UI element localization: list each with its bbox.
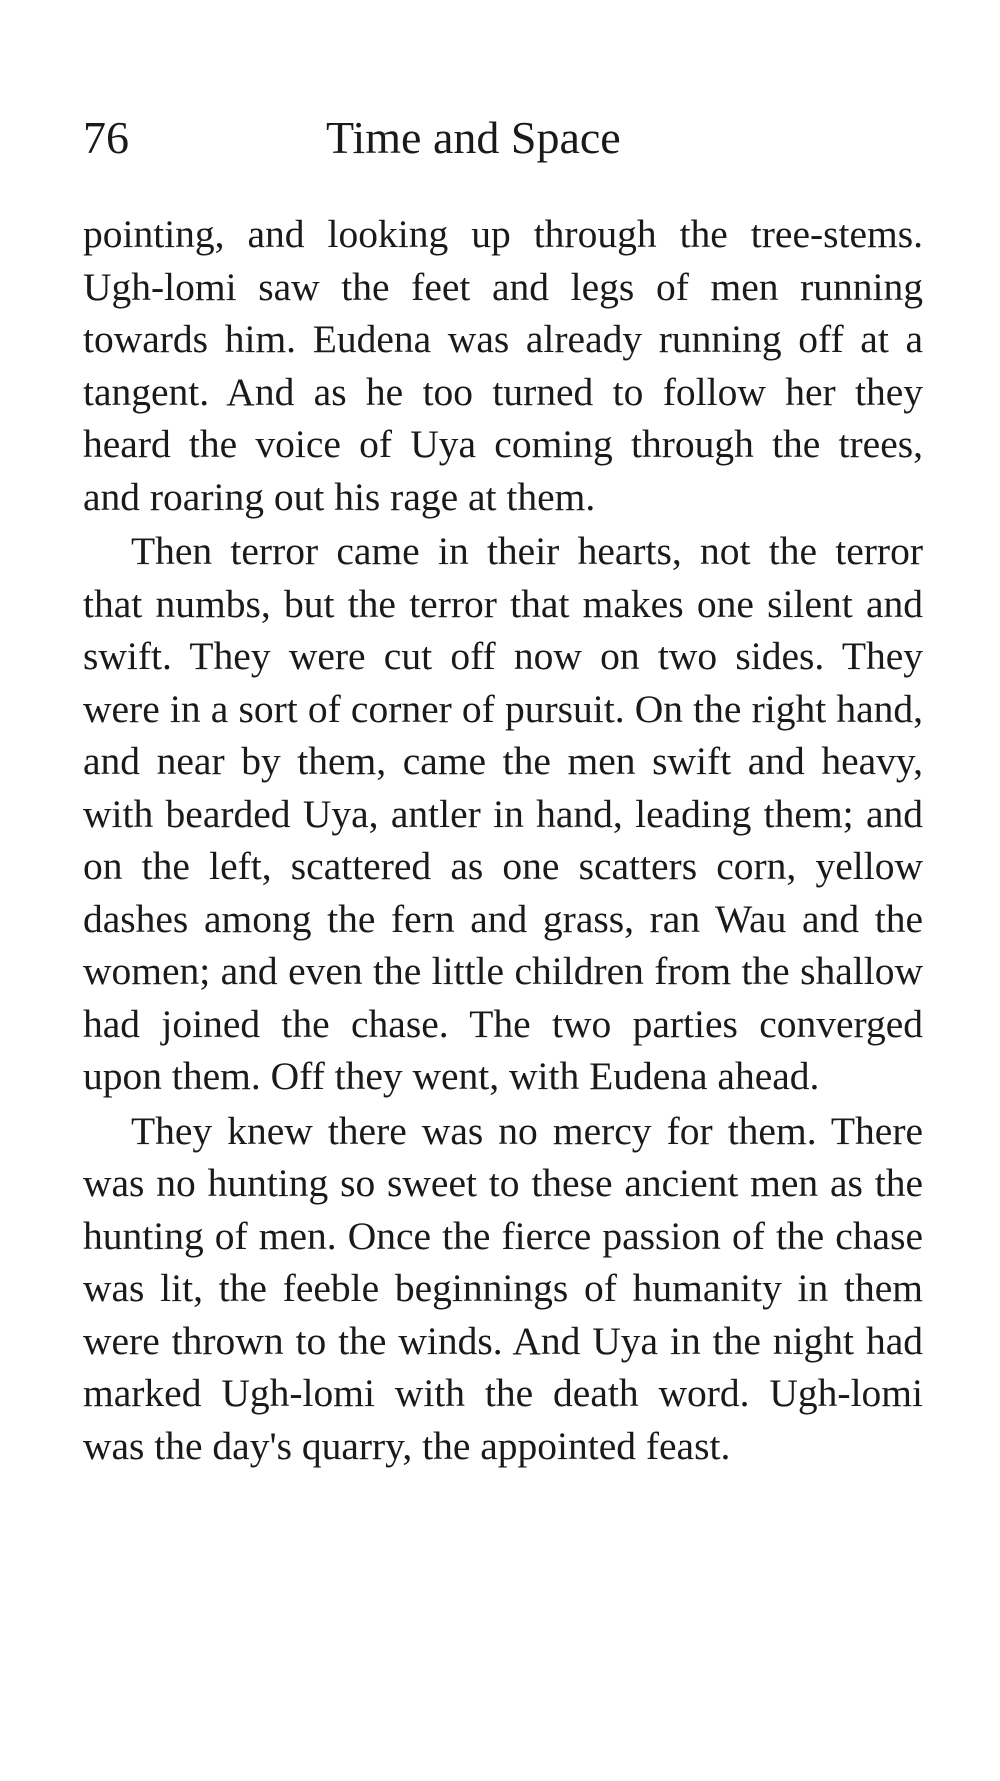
page-header xyxy=(83,108,913,178)
running-title: Time and Space xyxy=(326,112,621,163)
paragraph-2: Then terror came in their hearts, not the terror that numbs, but the terror that makes one silent and swift. They were cut off now on two sides. They were in a sort of corner of pursuit. On the right hand, and near by them, came the men swift and heavy, with bearded Uya, antler in hand, leading them; and on the left, scattered as one scatters corn, yellow dashes among the fern and grass, ran Wau and the women; and even the little children from the shallow had joined the chase. The two parties converged upon them. Off they went, with Eudena ahead. xyxy=(83,529,923,1098)
paragraph-3: They knew there was no mercy for them. There was no hunting so sweet to these ancient men as the hunting of men. Once the fierce passion of the chase was lit, the feeble beginnings of humanity in them were thrown to the winds. And Uya in the night had marked Ugh-lomi with the death word. Ugh-lomi was the day's quarry, the appointed feast. xyxy=(83,1108,923,1468)
paragraph-1: pointing, and looking up through the tree-stems. Ugh-lomi saw the feet and legs of men running towards him. Eudena was already running off at a tangent. And as he too turned to follow her they heard the voice of Uya coming through the trees, and roaring out his rage at them. xyxy=(83,212,923,519)
body-text xyxy=(83,208,923,1472)
page-number: 76 xyxy=(83,112,129,163)
